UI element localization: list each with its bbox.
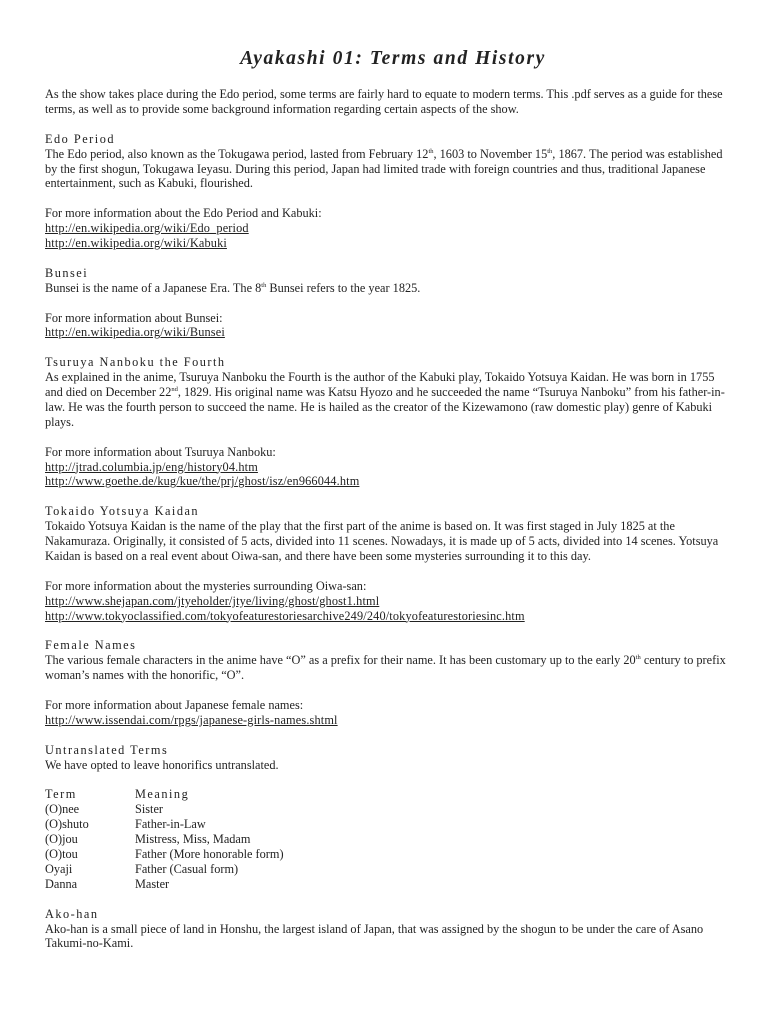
section-paragraph: We have opted to leave honorifics untranslated. — [45, 757, 279, 772]
text-run: As explained in the anime, Tsuruya Nanboku the Fourth is the author of the Kabuki play, Tokaido Yotsuya Kaidan. He was born in 1755 and died on December 22 — [45, 370, 715, 400]
table-row — [45, 847, 284, 862]
link-goethe-ghost[interactable]: http://www.goethe.de/kug/kue/the/prj/ghost/isz/en966044.htm — [45, 474, 360, 489]
meaning-cell: Father-in-Law — [135, 817, 206, 832]
section-paragraph: Ako-han is a small piece of land in Honshu, the largest island of Japan, that was assigned by the shogun to be under the care of Asano Takumi-no-Kami. — [45, 921, 704, 951]
meaning-cell: Sister — [135, 802, 164, 817]
table-row — [45, 832, 284, 847]
table-row — [45, 802, 284, 817]
intro-paragraph: As the show takes place during the Edo period, some terms are fairly hard to equate to modern terms. This .pdf serves as a guide for these terms, as well as to provide some background information regarding certain aspects of the show. — [45, 87, 723, 116]
ordinal-suffix: nd — [171, 386, 178, 394]
term-cell: (O)tou — [45, 847, 78, 862]
more-info-label: For more information about the mysteries surrounding Oiwa-san: — [45, 578, 367, 593]
section-heading: Ako-han — [45, 906, 99, 921]
section-tsuruya-nanboku — [45, 355, 729, 489]
more-info-label: For more information about the Edo Period and Kabuki: — [45, 206, 322, 221]
table-row — [45, 817, 284, 832]
section-edo-period — [45, 132, 729, 251]
terms-table — [45, 787, 284, 891]
term-cell: (O)nee — [45, 802, 80, 817]
link-shejapan-ghost[interactable]: http://www.shejapan.com/jtyeholder/jtye/living/ghost/ghost1.html — [45, 593, 380, 608]
table-row — [45, 877, 284, 892]
section-ako-han — [45, 907, 729, 952]
term-cell: Oyaji — [45, 861, 73, 876]
document-page — [45, 46, 729, 951]
table-row — [45, 862, 284, 877]
more-info-label: For more information about Japanese female names: — [45, 698, 304, 712]
term-cell: (O)shuto — [45, 817, 89, 832]
term-cell: (O)jou — [45, 832, 78, 847]
link-tokyoclassified[interactable]: http://www.tokyoclassified.com/tokyofeaturestoriesarchive249/240/tokyofeaturestoriesinc.htm — [45, 608, 525, 623]
link-kabuki[interactable]: http://en.wikipedia.org/wiki/Kabuki — [45, 236, 227, 251]
section-paragraph: Tokaido Yotsuya Kaidan is the name of the play that the first part of the anime is based on. It was first staged in July 1825 at the Nakamuraza. Originally, it consisted of 5 acts, divided into 11 scenes. Nowadays, it is made up of 5 acts, divided into 14 scenes. Yotsuya Kaidan is based on a real event about Oiwa-san, and there have been some mysteries surrounding it to this day. — [45, 519, 719, 563]
term-cell: Danna — [45, 876, 78, 891]
section-heading: Untranslated Terms — [45, 742, 169, 757]
link-issendai-names[interactable]: http://www.issendai.com/rpgs/japanese-girls-names.shtml — [45, 712, 338, 727]
text-run: , 1829. His original name was Katsu Hyozo and he succeeded the name “Tsuruya Nanboku” from his father-in-law. He was the fourth person to succeed the name. He is hailed as the creator of the Kizewamono (raw domestic play) genre of Kabuki plays. — [45, 385, 725, 429]
section-heading: Tsuruya Nanboku the Fourth — [45, 355, 226, 370]
section-bunsei — [45, 266, 729, 341]
section-untranslated-terms — [45, 743, 729, 892]
meaning-cell: Father (More honorable form) — [135, 847, 284, 862]
meaning-cell: Father (Casual form) — [135, 861, 239, 876]
section-heading: Bunsei — [45, 265, 89, 280]
ordinal-suffix: th — [547, 147, 553, 155]
column-header-meaning: Meaning — [135, 787, 190, 802]
section-tokaido-yotsuya-kaidan — [45, 504, 729, 623]
text-run: The various female characters in the anime have “O” as a prefix for their name. It has been customary up to the early 20 — [45, 653, 636, 668]
terms-table-header — [45, 787, 284, 802]
text-run: , 1603 to November 15 — [433, 146, 548, 161]
section-heading: Tokaido Yotsuya Kaidan — [45, 504, 200, 519]
section-heading: Female Names — [45, 638, 137, 653]
text-run: , 1867. The period was established by the first shogun, Tokugawa Ieyasu. During this period, Japan had limited trade with foreign countries and thus, traditional Japanese entertainment, such as Kabuki, flourished. — [45, 146, 723, 191]
more-info-label: For more information about Bunsei: — [45, 310, 223, 325]
section-paragraph — [45, 281, 729, 296]
meaning-cell: Mistress, Miss, Madam — [135, 832, 251, 847]
link-edo-period[interactable]: http://en.wikipedia.org/wiki/Edo_period — [45, 221, 249, 236]
link-jtrad-history[interactable]: http://jtrad.columbia.jp/eng/history04.htm — [45, 459, 258, 474]
text-run: Bunsei is the name of a Japanese Era. The 8 — [45, 280, 262, 295]
page-title: Ayakashi 01: Terms and History — [240, 48, 546, 69]
section-female-names — [45, 638, 729, 727]
more-info-label: For more information about Tsuruya Nanboku: — [45, 444, 276, 459]
section-paragraph — [45, 653, 729, 683]
section-heading: Edo Period — [45, 131, 115, 146]
text-run: century to prefix woman’s names with the honorific, “O”. — [45, 653, 726, 683]
ordinal-suffix: th — [261, 281, 267, 289]
ordinal-suffix: th — [428, 147, 434, 155]
column-header-term: Term — [45, 787, 77, 802]
text-run: Bunsei refers to the year 1825. — [266, 280, 421, 295]
link-bunsei[interactable]: http://en.wikipedia.org/wiki/Bunsei — [45, 325, 225, 340]
section-paragraph — [45, 147, 729, 192]
ordinal-suffix: th — [635, 654, 641, 662]
text-run: The Edo period, also known as the Tokugawa period, lasted from February 12 — [45, 146, 429, 161]
meaning-cell: Master — [135, 876, 170, 891]
section-paragraph — [45, 370, 729, 430]
